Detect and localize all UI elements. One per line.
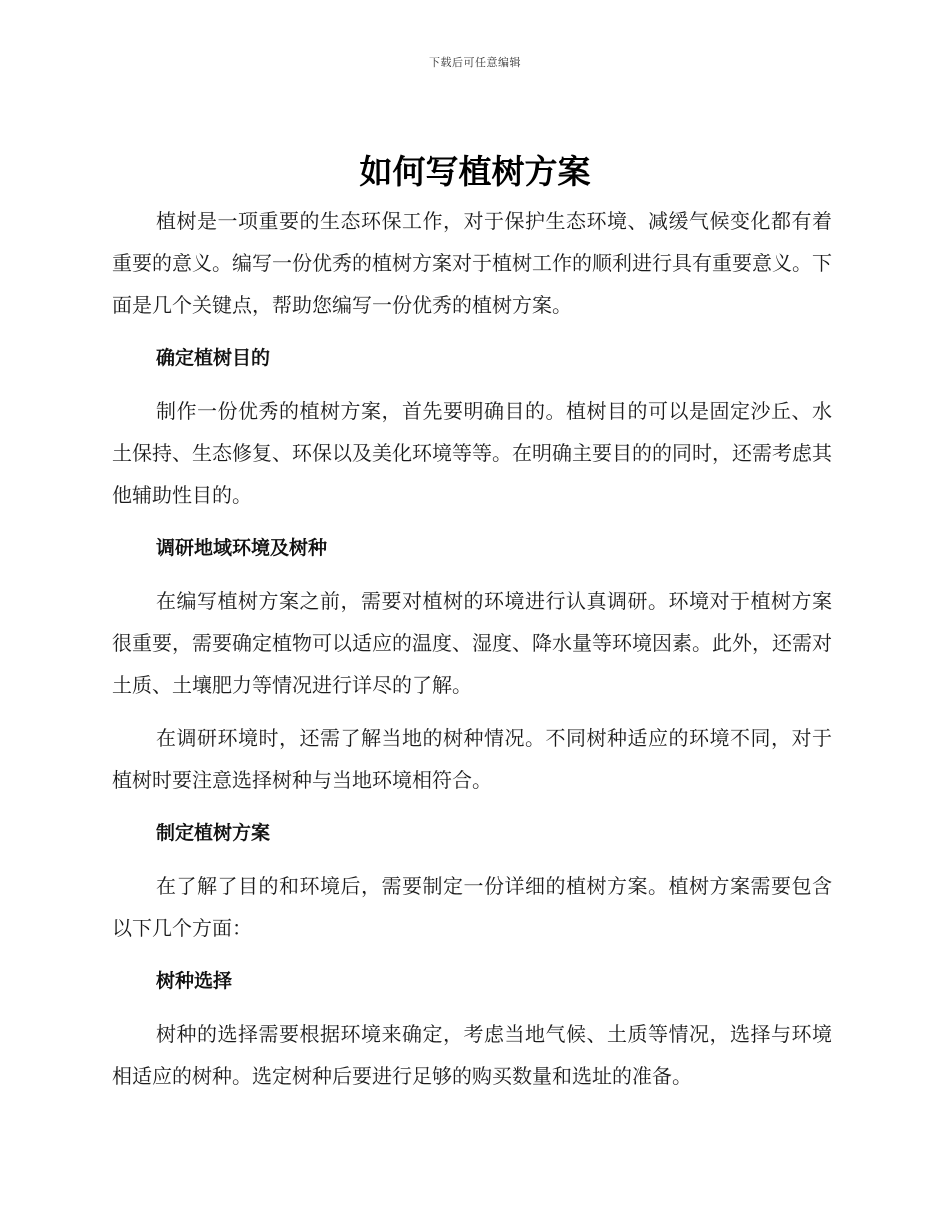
survey-paragraph-2: 在调研环境时，还需了解当地的树种情况。不同树种适应的环境不同，对于植树时要注意选择树种与当地环境相符合。 — [112, 726, 832, 792]
purpose-paragraph: 制作一份优秀的植树方案，首先要明确目的。植树目的可以是固定沙丘、水土保持、生态修复、环保以及美化环境等等。在明确主要目的的同时，还需考虑其他辅助性目的。 — [112, 399, 832, 507]
section-heading-plan: 制定植树方案 — [156, 822, 271, 844]
section-heading-species: 树种选择 — [156, 970, 233, 992]
section-heading-survey: 调研地域环境及树种 — [156, 537, 328, 559]
header-note: 下载后可任意编辑 — [429, 56, 521, 69]
page-title: 如何写植树方案 — [359, 152, 591, 191]
species-paragraph: 树种的选择需要根据环境来确定，考虑当地气候、土质等情况，选择与环境相适应的树种。选定树种后要进行足够的购买数量和选址的准备。 — [112, 1022, 832, 1088]
document-body — [112, 200, 832, 1108]
section-heading-purpose: 确定植树目的 — [156, 347, 271, 369]
plan-paragraph: 在了解了目的和环境后，需要制定一份详细的植树方案。植树方案需要包含以下几个方面： — [112, 874, 832, 940]
survey-paragraph-1: 在编写植树方案之前，需要对植树的环境进行认真调研。环境对于植树方案很重要，需要确定植物可以适应的温度、湿度、降水量等环境因素。此外，还需对土质、土壤肥力等情况进行详尽的了解。 — [112, 589, 832, 697]
intro-paragraph: 植树是一项重要的生态环保工作，对于保护生态环境、减缓气候变化都有着重要的意义。编写一份优秀的植树方案对于植树工作的顺利进行具有重要意义。下面是几个关键点，帮助您编写一份优秀的植树方案。 — [112, 209, 832, 317]
